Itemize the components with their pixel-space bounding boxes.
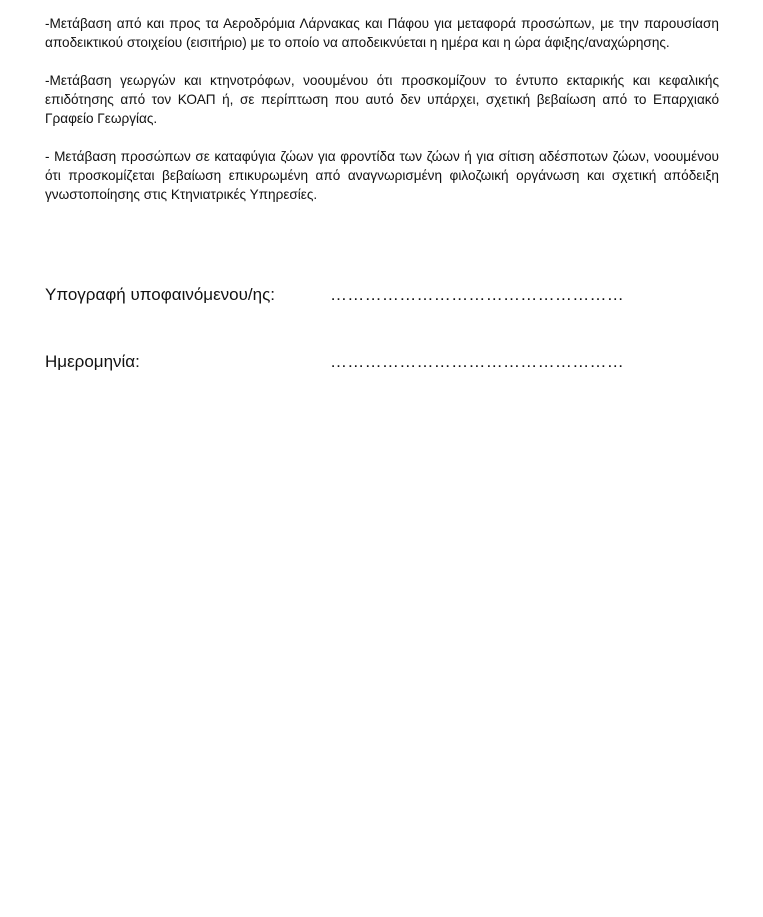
date-row [45, 352, 625, 372]
date-label: Ημερομηνία: [45, 352, 140, 371]
paragraph-airport-transfer: -Μετάβαση από και προς τα Αεροδρόμια Λάρνακας και Πάφου για μεταφορά προσώπων, με την παρουσίαση αποδεικτικού στοιχείου (εισιτήριο) με το οποίο να αποδεικνύεται η ημέρα και η ώρα άφιξης/αναχώρησης. [45, 16, 719, 50]
paragraph-animal-shelters: - Μετάβαση προσώπων σε καταφύγια ζώων για φροντίδα των ζώων ή για σίτιση αδέσποτων ζώων, νοουμένου ότι προσκομίζεται βεβαίωση επικυρωμένη από αναγνωρισμένη φιλοζωική οργάνωση και σχετική απόδειξη γνωστοποίησης στις Κτηνιατρικές Υπηρεσίες. [45, 149, 719, 202]
signature-row [45, 285, 625, 305]
signature-label: Υπογραφή υποφαινόμενου/ης: [45, 285, 276, 304]
document-body [45, 14, 719, 223]
signature-field: …………………………………………… [330, 285, 625, 304]
paragraph-farmers: -Μετάβαση γεωργών και κτηνοτρόφων, νοουμένου ότι προσκομίζουν το έντυπο εκταρικής και κεφαλικής επιδότησης από τον ΚΟΑΠ ή, σε περίπτωση που αυτό δεν υπάρχει, σχετική βεβαίωση από το Επαρχιακό Γραφείο Γεωργίας. [45, 73, 719, 126]
date-field: …………………………………………… [330, 352, 625, 371]
